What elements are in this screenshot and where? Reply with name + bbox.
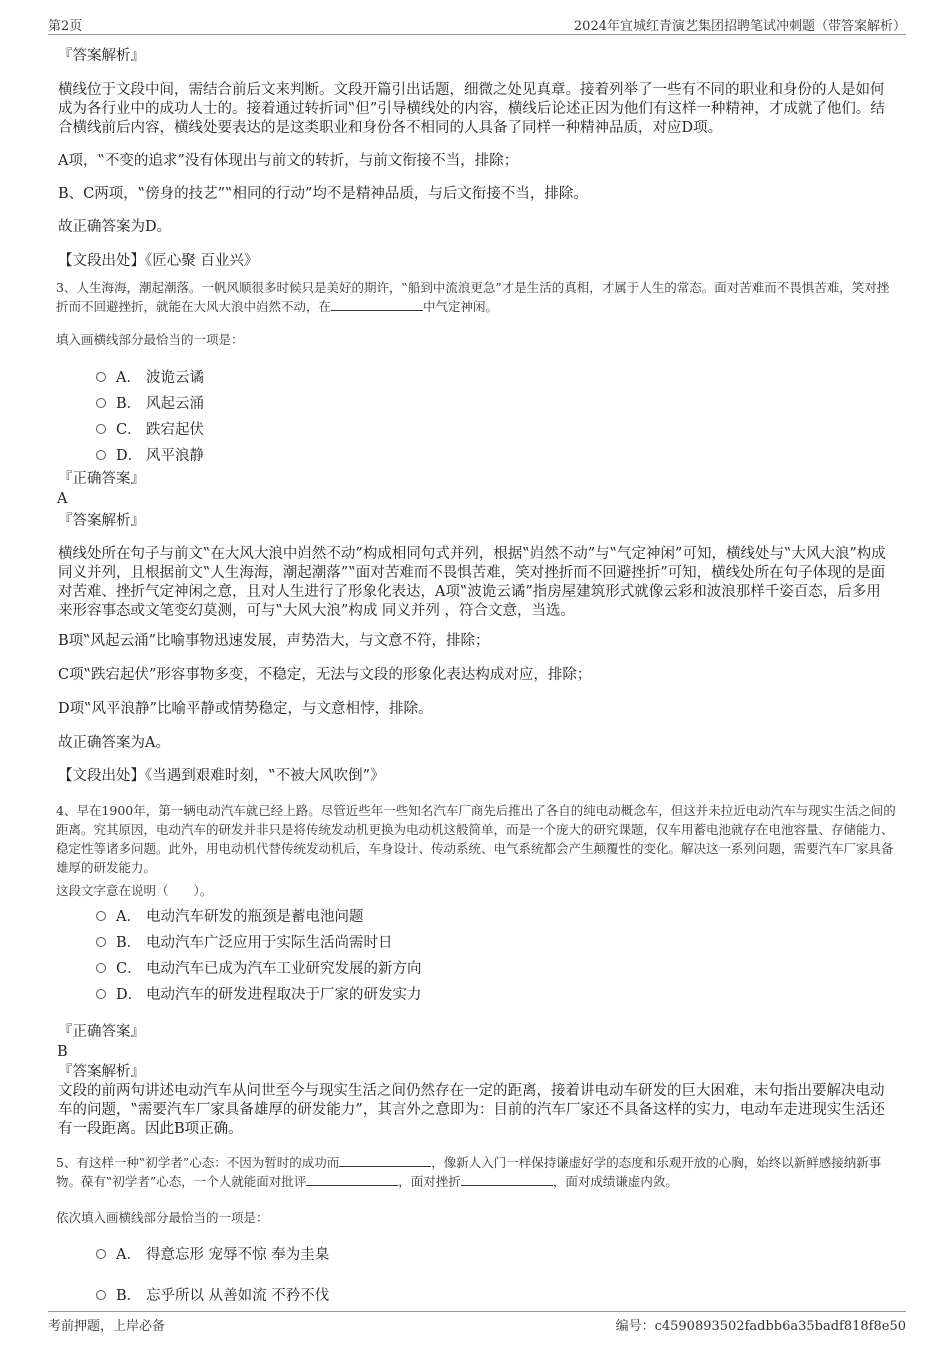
document-id: 编号：c4590893502fadbb6a35badf818f8e50 (615, 1319, 906, 1334)
radio-icon[interactable] (96, 398, 106, 408)
text-source: 【文段出处】《当遇到艰难时刻，‟不被大风吹倒”》 (58, 768, 385, 784)
radio-icon[interactable] (96, 911, 106, 921)
q4-option-a[interactable]: A． 电动汽车研发的瓶颈是蓄电池问题 (96, 905, 364, 926)
page-header (48, 12, 906, 35)
q3-option-c[interactable]: C． 跌宕起伏 (96, 418, 204, 439)
answer-explain-text: 文段的前两句讲述电动汽车从问世至今与现实生活之间仍然存在一定的距离，接着讲电动车研发的巨大困难，末句指出要解决电动车的问题，‟需要汽车厂家具备雄厚的研发能力”，其言外之意即为：目前的汽车厂家还不具备这样的实力，电动车走进现实生活还有一段距离。因此B项正确。 (58, 1083, 885, 1137)
correct-answer-label: 『正确答案』 (58, 471, 145, 487)
correct-answer-label: 『正确答案』 (58, 1024, 145, 1040)
radio-icon[interactable] (96, 372, 106, 382)
fill-blank (306, 1173, 398, 1186)
answer-explain-text: 横线处所在句子与前文‟在大风大浪中岿然不动”构成相同句式并列，根据‟岿然不动”与‟气定神闲”可知，横线处与‟大风大浪”构成同义并列，且根据前文‟人生海海，潮起潮落”‟面对苦难而不畏惧苦难，笑对挫折而不回避挫折”可知，横线处所在句子体现的是面对苦难、挫折气定神闲之意，且对人生进行了形象化表达，A项‟波诡云谲”指房屋建筑形式就像云彩和波浪那样千姿百态，后多用来形容事态或文笔变幻莫测，可与‟大风大浪”构成 同义并列 ，符合文意，当选。 (58, 546, 886, 619)
q4-option-b[interactable]: B． 电动汽车广泛应用于实际生活尚需时日 (96, 931, 393, 952)
explain-option-c: C项‟跌宕起伏”形容事物多变，不稳定，无法与文段的形象化表达构成对应，排除； (58, 667, 592, 683)
radio-icon[interactable] (96, 963, 106, 973)
question-3-prompt: 填入画横线部分最恰当的一项是： (56, 332, 244, 347)
explain-option-bc: B、C两项，‟傍身的技艺”‟相同的行动”均不是精神品质，与后文衔接不当，排除。 (58, 186, 588, 202)
q3-option-b[interactable]: B． 风起云涌 (96, 392, 204, 413)
question-3-text: 3、人生海海，潮起潮落。一帆风顺很多时候只是美好的期许，‟船到中流浪更急”才是生活的真相，才属于人生的常态。面对苦难而不畏惧苦难，笑对挫折而不回避挫折，就能在大风大浪中岿然不动，在 中气定神闲。 (56, 280, 890, 314)
answer-explain-text: 横线位于文段中间，需结合前后文来判断。文段开篇引出话题，细微之处见真章。接着列举了一些有不同的职业和身份的人是如何成为各行业中的成功人士的。接着通过转折词‟但”引导横线处的内容，横线后论述正因为他们有这样一种精神，才成就了他们。结合横线前后内容，横线处要表达的是这类职业和身份各不相同的人具备了同样一种精神品质，对应D项。 (58, 82, 885, 136)
q4-option-d[interactable]: D． 电动汽车的研发进程取决于厂家的研发实力 (96, 983, 422, 1004)
q3-option-d[interactable]: D． 风平浪静 (96, 444, 204, 465)
radio-icon[interactable] (96, 1290, 106, 1300)
explain-option-d: D项‟风平浪静”比喻平静或情势稳定，与文意相悖，排除。 (58, 701, 433, 717)
q5-option-a[interactable]: A． 得意忘形 宠辱不惊 奉为圭臬 (96, 1243, 329, 1264)
text-source: 【文段出处】《匠心聚 百业兴》 (58, 253, 259, 269)
radio-icon[interactable] (96, 989, 106, 999)
question-4-prompt: 这段文字意在说明（ ）。 (56, 883, 213, 898)
document-title: 2024年宜城红青演艺集团招聘笔试冲刺题（带答案解析） (573, 19, 906, 34)
correct-answer-line: 故正确答案为D。 (58, 219, 172, 235)
correct-answer-value: B (57, 1044, 68, 1060)
radio-icon[interactable] (96, 450, 106, 460)
page-footer (48, 1311, 906, 1336)
explain-option-a: A项，‟不变的追求”没有体现出与前文的转折，与前文衔接不当，排除； (58, 153, 519, 169)
question-5-prompt: 依次填入画横线部分最恰当的一项是： (56, 1210, 269, 1225)
q5-option-b[interactable]: B． 忘乎所以 从善如流 不矜不伐 (96, 1284, 329, 1305)
answer-explain-label: 『答案解析』 (58, 513, 145, 529)
answer-explain-label: 『答案解析』 (58, 48, 145, 64)
fill-blank (461, 1173, 553, 1186)
q4-option-c[interactable]: C． 电动汽车已成为汽车工业研究发展的新方向 (96, 957, 422, 978)
footer-slogan: 考前押题，上岸必备 (48, 1319, 166, 1334)
answer-explain-label: 『答案解析』 (58, 1064, 145, 1080)
question-4-text: 4、早在1900年，第一辆电动汽车就已经上路。尽管近些年一些知名汽车厂商先后推出了各自的纯电动概念车，但这并未拉近电动汽车与现实生活之间的距离。究其原因，电动汽车的研发并非只是将传统发动机更换为电动机这般简单，而是一个庞大的研究课题，仅车用蓄电池就存在电池容量、存储能力、稳定性等诸多问题。此外，用电动机代替传统发动机后，车身设计、传动系统、电气系统都会产生颠覆性的变化。解决这一系列问题，需要汽车厂家具备雄厚的研发能力。 (56, 803, 896, 875)
radio-icon[interactable] (96, 1249, 106, 1259)
question-5-text: 5、有这样一种‟初学者”心态：不因为暂时的成功而 ，像新人入门一样保持谦虚好学的态度和乐观开放的心胸，始终以新鲜感接纳新事物。葆有‟初学者”心态，一个人就能面对批评 ，面对挫折 ，面对成绩谦虚内敛。 (56, 1155, 882, 1189)
radio-icon[interactable] (96, 937, 106, 947)
correct-answer-line: 故正确答案为A。 (58, 735, 170, 751)
q3-option-a[interactable]: A． 波诡云谲 (96, 366, 204, 387)
explain-option-b: B项‟风起云涌”比喻事物迅速发展，声势浩大，与文意不符，排除； (58, 633, 490, 649)
fill-blank (339, 1154, 431, 1167)
fill-blank (331, 298, 423, 311)
page-number: 第2页 (48, 19, 83, 34)
radio-icon[interactable] (96, 424, 106, 434)
correct-answer-value: A (57, 491, 68, 507)
